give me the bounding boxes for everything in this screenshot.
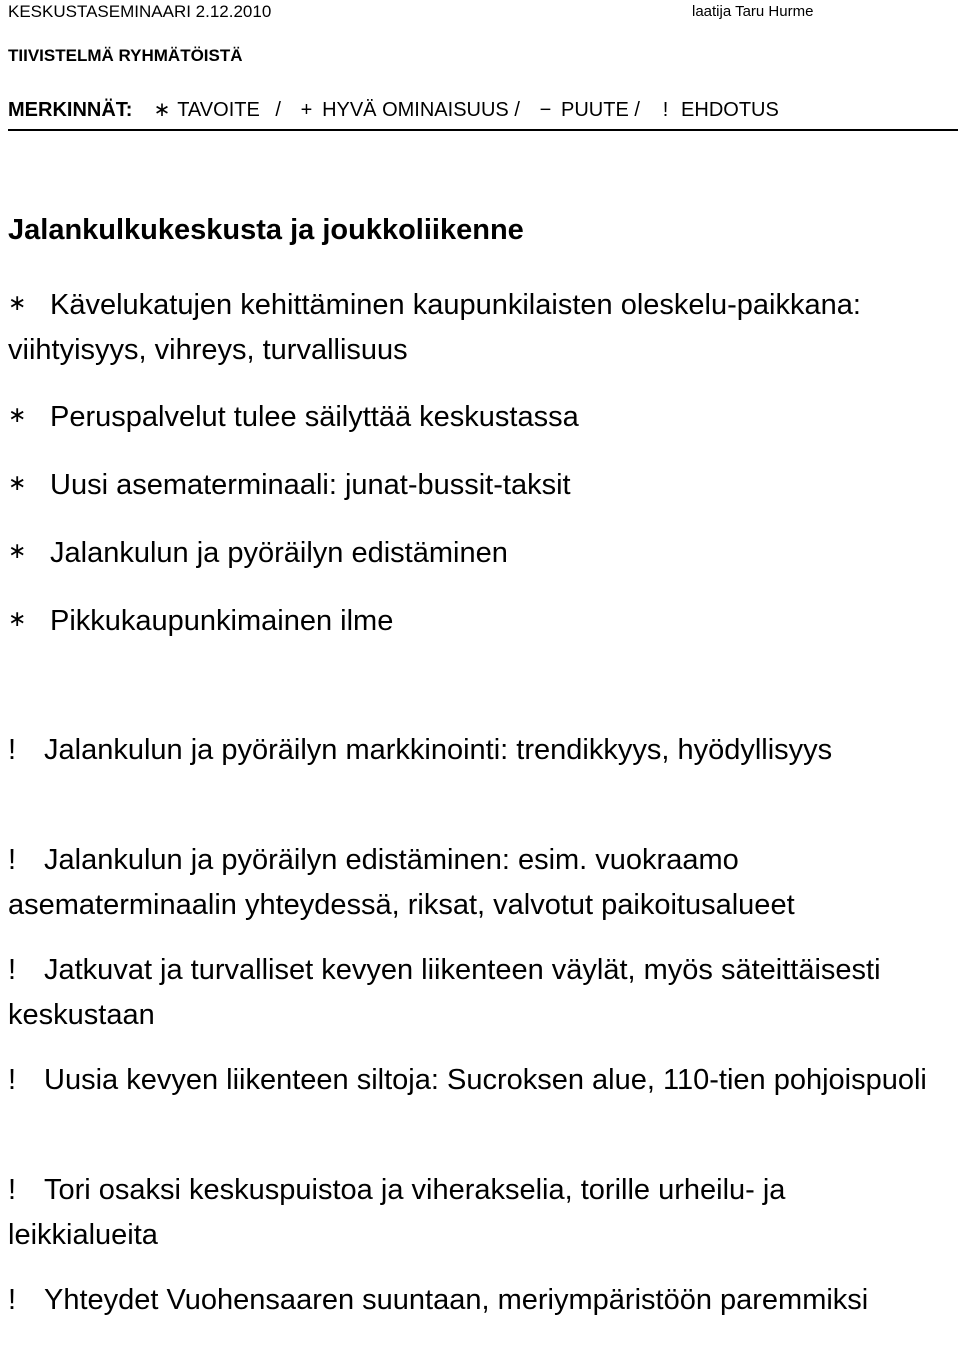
goal-text: Jalankulun ja pyöräilyn edistäminen [50, 537, 508, 569]
proposal-icon: ! [8, 1174, 17, 1206]
goal-symbol-icon: ∗ [153, 99, 171, 121]
goal-icon: ∗ [8, 538, 27, 563]
goal-text: Kävelukatujen kehittäminen kaupunkilaisten oleskelu-paikkana: viihtyisyys, vihreys, turvallisuus [8, 289, 861, 366]
proposal-icon: ! [8, 734, 17, 766]
goal-icon: ∗ [8, 470, 27, 495]
proposal-icon: ! [8, 954, 17, 986]
legend-label: MERKINNÄT: [8, 99, 133, 121]
proposal-item [8, 948, 938, 1038]
proposal-text: Jalankulun ja pyöräilyn edistäminen: esim. vuokraamo asematerminaalin yhteydessä, riksat, valvotut paikoitusalueet [8, 844, 795, 921]
goal-icon: ∗ [8, 290, 27, 315]
proposal-text: Yhteydet Vuohensaaren suuntaan, meriympäristöön paremmiksi [44, 1284, 869, 1316]
header-line [8, 2, 958, 24]
legend-good: HYVÄ OMINAISUUS / [322, 99, 520, 121]
proposal-icon: ! [8, 844, 17, 876]
section-title: Jalankulkukeskusta ja joukkoliikenne [8, 214, 524, 246]
proposal-item [8, 1058, 938, 1103]
legend-flaw: PUUTE / [561, 99, 640, 121]
proposal-text: Uusia kevyen liikenteen siltoja: Sucroksen alue, 110-tien pohjoispuoli [44, 1064, 927, 1096]
proposal-text: Tori osaksi keskuspuistoa ja viherakselia, torille urheilu- ja leikkialueita [8, 1174, 786, 1251]
proposal-item [8, 838, 938, 928]
goal-text: Peruspalvelut tulee säilyttää keskustassa [50, 401, 579, 433]
legend-goal: TAVOITE [177, 99, 260, 121]
proposal-item [8, 1278, 938, 1323]
goal-text: Pikkukaupunkimainen ilme [50, 605, 394, 637]
proposal-symbol-icon: ! [662, 99, 669, 121]
legend-separator: / [275, 99, 281, 121]
goal-icon: ∗ [8, 606, 27, 631]
legend [8, 97, 789, 122]
goal-item [8, 460, 938, 508]
goal-item [8, 280, 938, 373]
summary-subtitle: TIIVISTELMÄ RYHMÄTÖISTÄ [8, 46, 243, 65]
good-symbol-icon: + [300, 99, 313, 121]
goal-icon: ∗ [8, 402, 27, 427]
proposal-item [8, 1168, 938, 1258]
header-divider [8, 129, 958, 131]
flaw-symbol-icon: − [539, 99, 552, 121]
proposal-text: Jalankulun ja pyöräilyn markkinointi: trendikkyys, hyödyllisyys [44, 734, 833, 766]
goal-item [8, 596, 938, 644]
proposal-icon: ! [8, 1284, 17, 1316]
author-credit: laatija Taru Hurme [692, 3, 814, 20]
proposal-item [8, 728, 938, 773]
seminar-title: KESKUSTASEMINAARI 2.12.2010 [8, 2, 272, 21]
goal-item [8, 528, 938, 576]
goal-text: Uusi asematerminaali: junat-bussit-taksit [50, 469, 571, 501]
proposal-icon: ! [8, 1064, 17, 1096]
goal-item [8, 392, 938, 440]
legend-proposal: EHDOTUS [681, 99, 779, 121]
proposal-text: Jatkuvat ja turvalliset kevyen liikenteen väylät, myös säteittäisesti keskustaan [8, 954, 881, 1031]
